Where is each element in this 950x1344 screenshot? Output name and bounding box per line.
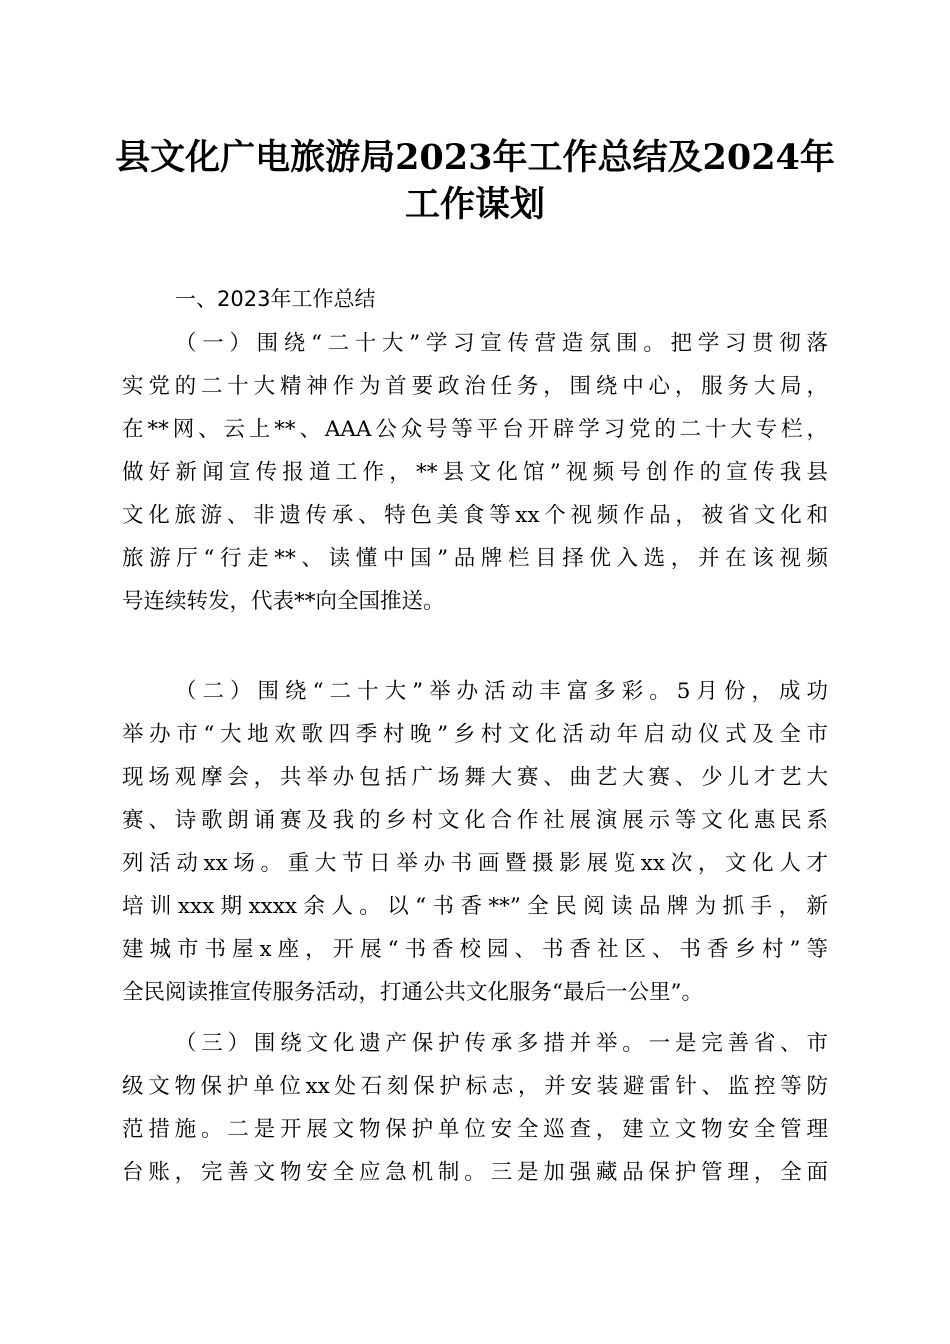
text-line: 实党的二十大精神作为首要政治任务，围绕中心，服务大局，: [122, 374, 828, 399]
paragraph-1: [122, 322, 828, 623]
document-title-line-1: 县文化广电旅游局2023年工作总结及2024年: [115, 137, 835, 178]
text-line: 列活动xx场。重大节日举办书画暨摄影展览xx次，文化人才: [122, 851, 828, 876]
text-line: 文化旅游、非遗传承、特色美食等xx个视频作品，被省文化和: [122, 503, 828, 528]
text-line: 培训xxx期xxxx余人。以“书香**”全民阅读品牌为抓手，新: [122, 894, 828, 919]
text-line: 赛、诗歌朗诵赛及我的乡村文化合作社展演展示等文化惠民系: [122, 808, 828, 833]
text-line: 台账，完善文物安全应急机制。三是加强藏品保护管理，全面: [122, 1160, 828, 1185]
text-line: 范措施。二是开展文物保护单位安全巡查，建立文物安全管理: [122, 1117, 828, 1142]
text-line: 现场观摩会，共举办包括广场舞大赛、曲艺大赛、少儿才艺大: [122, 765, 828, 790]
text-line: 做好新闻宣传报道工作，**县文化馆”视频号创作的宣传我县: [122, 460, 828, 485]
text-line: （二）围绕“二十大”举办活动丰富多彩。5月份，成功: [175, 679, 828, 704]
text-line: 建城市书屋x座，开展“书香校园、书香社区、书香乡村”等: [122, 937, 828, 962]
text-line: （三）围绕文化遗产保护传承多措并举。一是完善省、市: [175, 1031, 828, 1056]
text-line: 全民阅读推宣传服务活动，打通公共文化服务“最后一公里”。: [122, 980, 703, 1005]
text-line: 号连续转发，代表**向全国推送。: [122, 589, 445, 614]
paragraph-3: [122, 1022, 828, 1194]
document-title-line-2: 工作谋划: [404, 184, 545, 225]
section-heading: 一、2023年工作总结: [175, 287, 376, 311]
text-line: 举办市“大地欢歌四季村晚”乡村文化活动年启动仪式及全市: [122, 722, 828, 747]
text-line: 级文物保护单位xx处石刻保护标志，并安装避雷针、监控等防: [122, 1074, 828, 1099]
paragraph-2: [122, 670, 828, 1014]
text-line: 在**网、云上**、AAA公众号等平台开辟学习党的二十大专栏，: [122, 417, 828, 442]
text-line: 旅游厅“行走**、读懂中国”品牌栏目择优入选，并在该视频: [122, 546, 828, 571]
text-line: （一）围绕“二十大”学习宣传营造氛围。把学习贯彻落: [175, 331, 828, 356]
